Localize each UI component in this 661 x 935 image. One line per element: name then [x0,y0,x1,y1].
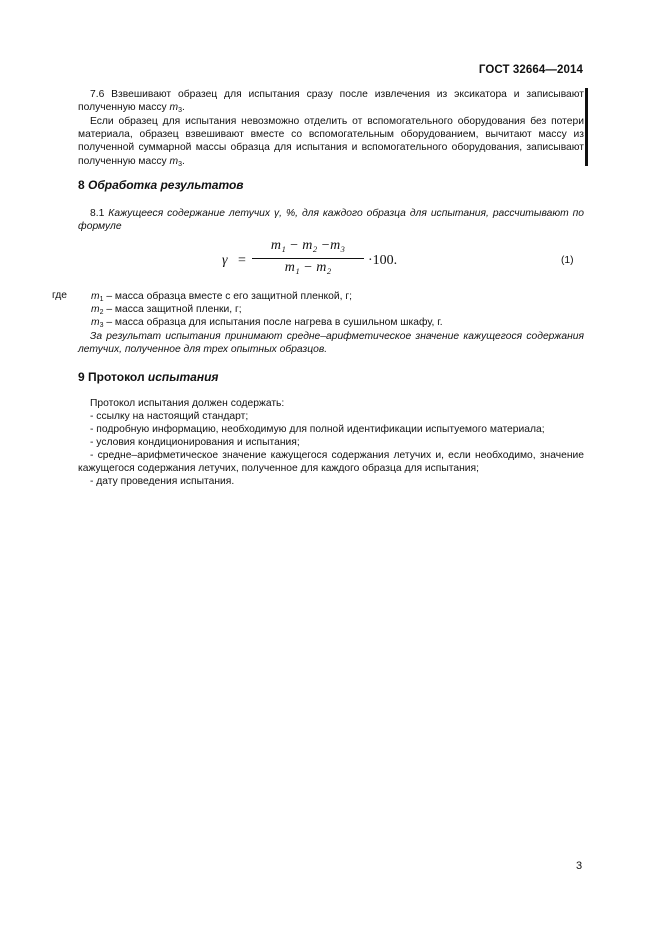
fraction-line [252,258,364,259]
page-number: 3 [576,860,583,872]
variable-symbol: m [91,304,100,315]
mass-sub: 3 [178,160,183,168]
formula-numerator: m₁ − m₂ −m₃ [270,238,346,253]
formula-equals: = [238,253,246,268]
paragraph-aux-equipment [78,115,584,171]
standard-header: ГОСТ 32664—2014 [478,64,583,76]
protocol-intro: Протокол испытания должен содержать: [90,398,285,409]
protocol-item: - дату проведения испытания. [90,476,235,487]
formula-number: (1) [561,255,574,266]
mass-var: m [169,102,179,114]
mass-sub: 3 [178,107,183,115]
variable-desc: – масса образца для испытания после нагрева в сушильном шкафу, г. [103,317,443,328]
paragraph-7-6 [78,88,584,117]
protocol-item: - средне–арифметическое значение кажущегося содержания летучих и, если необходимо, значение кажущегося содержания летучих, полученное для каждого образца для испытания; [78,450,584,475]
formula-denominator: m₁ − m₂ [284,260,332,275]
paragraph-7-6-text: 7.6 Взвешивают образец для испытания сразу после извлечения из эксикатора и записывают полученную массу [78,89,584,114]
result-paragraph: За результат испытания принимают средне–арифметическое значение кажущегося содержания летучих, полученное для трех опытных образцов. [78,331,584,356]
paragraph-8-1-text: Кажущееся содержание летучих γ, %, для каждого образца для испытания, рассчитывают по формуле [78,208,584,233]
variable-sub: 2 [99,309,104,316]
variable-desc: – масса защитной пленки, г; [103,304,242,315]
formula-lhs: γ [222,253,228,268]
variable-symbol: m [91,291,100,302]
paragraph-end: . [182,102,185,114]
mass-var: m [169,155,179,167]
protocol-item: - условия кондиционирования и испытания; [90,437,300,448]
section-9-heading [78,370,219,384]
section-8-heading [78,178,244,192]
paragraph-8-1 [78,207,584,233]
protocol-item: - подробную информацию, необходимую для полной идентификации испытуемого материала; [90,424,545,435]
where-label: где [52,290,68,301]
section-title-italic: испытания [147,370,219,384]
formula-multiplier: ·100. [368,253,398,268]
section-title-plain: Протокол [88,370,145,384]
paragraph-aux-text: Если образец для испытания невозможно отделить от вспомогательного оборудования без потери материала, образец взвешивают вместе со вспомогательным оборудованием, вычитают массу из полученной суммарной массы образца для испытания и вспомогательного оборудования, записывают полученную массу [78,116,584,167]
variable-desc: – масса образца вместе с его защитной пленкой, г; [103,291,352,302]
section-number: 8 [78,178,85,192]
paragraph-number: 8.1 [90,208,105,219]
variable-symbol: m [91,317,100,328]
variable-sub: 1 [99,296,104,303]
protocol-item: - ссылку на настоящий стандарт; [90,411,249,422]
variable-sub: 3 [99,322,104,329]
paragraph-end: . [182,155,185,167]
section-title: Обработка результатов [88,178,244,192]
section-number: 9 [78,370,85,384]
change-bar [585,88,588,166]
